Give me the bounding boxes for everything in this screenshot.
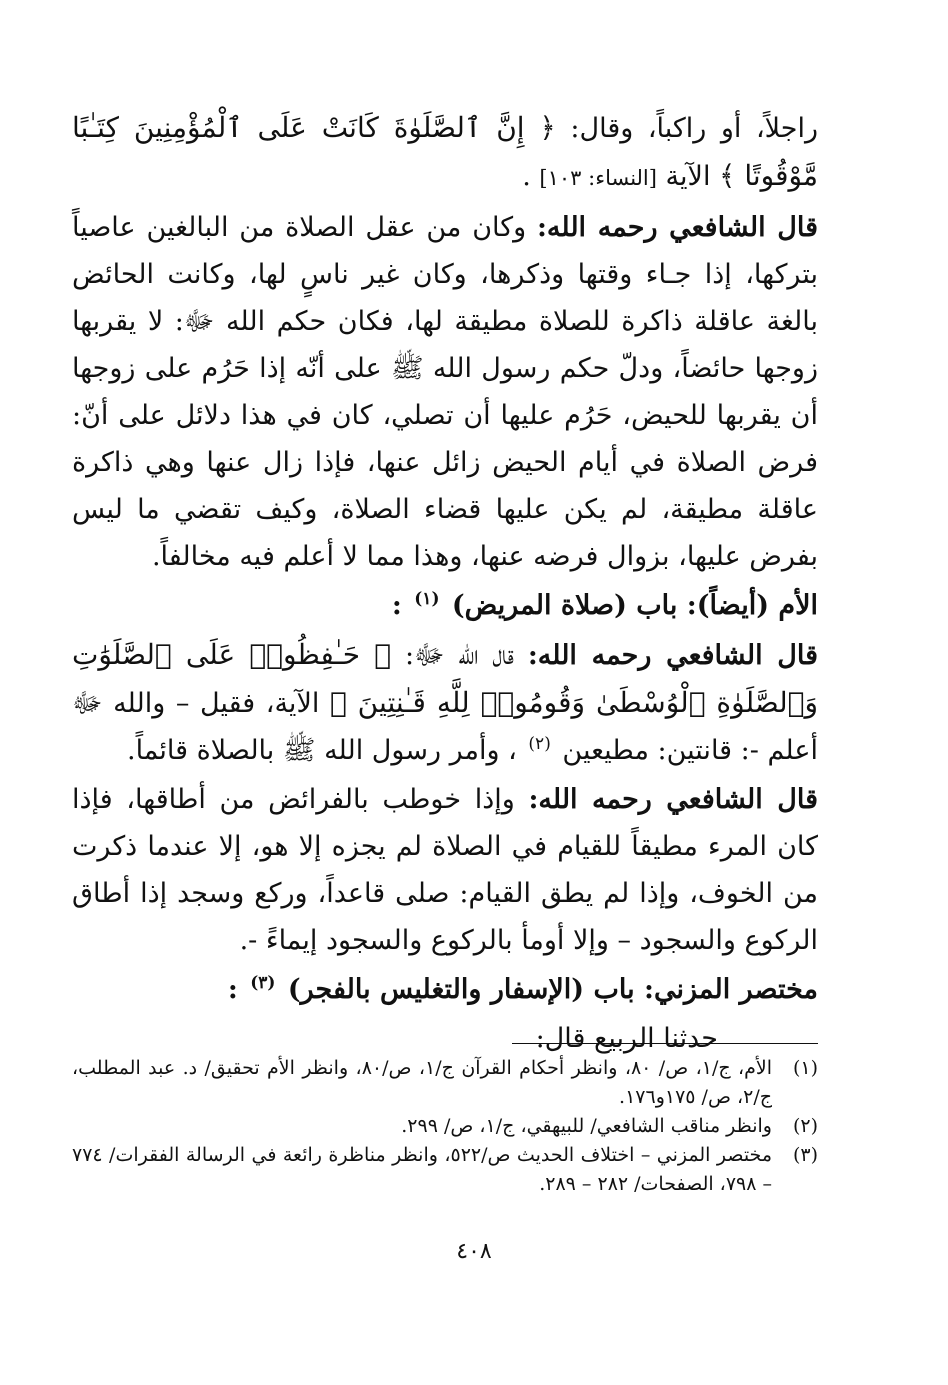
paragraph-1 xyxy=(72,204,818,580)
footnote-3 xyxy=(72,1141,818,1199)
heading-2-text: مختصر المزني: باب (الإسفار والتغليس بالفجر) xyxy=(287,974,818,1005)
heading-1-colon: : xyxy=(391,590,402,621)
footnote-marker-3: (٣) xyxy=(250,973,276,993)
paragraph-2-before: قال الله ﷻ: xyxy=(391,640,514,671)
quran-verse-baqara: ﴿ حَـٰفِظُوا۟ عَلَى ٱلصَّلَوَٰتِ وَٱلصَّلَوٰةِ ٱلْوُسْطَىٰ وَقُومُوا۟ لِلَّهِ قَـٰنِتِينَ ﴾ xyxy=(72,638,818,719)
footnote-3-text: مختصر المزني – اختلاف الحديث ص/٥٢٢، وانظر مناظرة رائعة في الرسالة الفقرات/ ٧٧٤ – ٧٩٨، الصفحات/ ٢٨٢ – ٢٨٩. xyxy=(72,1144,773,1195)
paragraph-2-after: الآية، فقيل – والله ﷻ أعلم -: قانتين: مطيعين xyxy=(72,688,818,766)
heading-1-text: الأم (أيضاً): باب (صلاة المريض) xyxy=(451,590,818,621)
footnote-2 xyxy=(72,1112,818,1141)
footnote-1-text: الأم، ج/١، ص/ ٨٠، وانظر أحكام القرآن ج/١، ص/٨٠، وانظر الأم تحقيق/ د. عبد المطلب، ج/٢، ص/ ١٧٥و١٧٦. xyxy=(72,1057,773,1108)
opening-start: راجلاً، أو راكباً، وقال: xyxy=(555,113,819,144)
footnote-marker-2: (٢) xyxy=(528,734,551,754)
section-heading-2 xyxy=(72,966,818,1013)
paragraph-3 xyxy=(72,776,818,964)
footnote-2-number: (٢) xyxy=(792,1115,818,1137)
footnote-marker-1: (١) xyxy=(414,589,440,609)
verse-reference: [النساء: ١٠٣] xyxy=(539,166,657,190)
paragraph-3-text: وإذا خوطب بالفرائض من أطاقها، فإذا كان المرء مطيقاً للقيام في الصلاة لم يجزه إلا هو، إلا عندما ذكرت من الخوف، وإذا لم يطق القيام: صلى قاعداً، وركع وسجد إذا أطاق الركوع والسجود – وإلا أومأ بالركوع والسجود إيماءً -. xyxy=(72,784,818,956)
footnote-divider xyxy=(512,1043,818,1044)
footnote-1-number: (١) xyxy=(792,1057,818,1079)
paragraph-4-text: حدثنا الربيع قال: xyxy=(535,1023,718,1054)
quran-verse-nisa: ﴿ إِنَّ ٱلصَّلَوٰةَ كَانَتْ عَلَى ٱلْمُؤْمِنِينَ كِتَـٰبًا مَّوْقُوتًا ﴾ xyxy=(72,111,818,192)
paragraph-1-text: وكان من عقل الصلاة من البالغين عاصياً بتركها، إذا جـاء وقتها وذكرها، وكان غير ناسٍ لها، وكانت الحائض بالغة عاقلة ذاكرة للصلاة مطيقة لها، فكان حكم الله ﷻ: لا يقربها زوجها حائضاً، ودلّ حكم رسول الله ﷺ على أنّه إذا حَرُم على زوجها أن يقربها للحيض، حَرُم عليها أن تصلي، كان في هذا دلائل على أنّ: فرض الصلاة في أيام الحيض زائل عنها، فإذا زال عنها وهي ذاكرة عاقلة مطيقة، لم يكن عليها قضاء الصلاة، وكيف تقضي ما ليس بفرض عليها، بزوال فرضه عنها، وهذا مما لا أعلم فيه مخالفاً. xyxy=(72,212,818,572)
shafii-lead-1: قال الشافعي رحمه الله: xyxy=(536,212,818,243)
page-number: ٤٠٨ xyxy=(456,1239,492,1264)
footnote-2-text: وانظر مناقب الشافعي/ للبيهقي، ج/١، ص/ ٢٩٩. xyxy=(401,1115,772,1137)
main-text xyxy=(72,104,818,1062)
paragraph-2 xyxy=(72,631,818,774)
shafii-lead-2: قال الشافعي رحمه الله: xyxy=(527,640,819,671)
opening-paragraph xyxy=(72,104,818,202)
shafii-lead-3: قال الشافعي رحمه الله: xyxy=(528,784,818,815)
section-heading-1 xyxy=(72,582,818,629)
opening-end: . xyxy=(522,161,531,192)
paragraph-2-end: ، وأمر رسول الله ﷺ بالصلاة قائماً. xyxy=(127,735,517,766)
opening-after: الآية xyxy=(656,161,711,192)
footnote-1 xyxy=(72,1054,818,1112)
heading-2-colon: : xyxy=(227,974,238,1005)
footnote-3-number: (٣) xyxy=(792,1144,818,1166)
footnotes xyxy=(72,1054,818,1199)
